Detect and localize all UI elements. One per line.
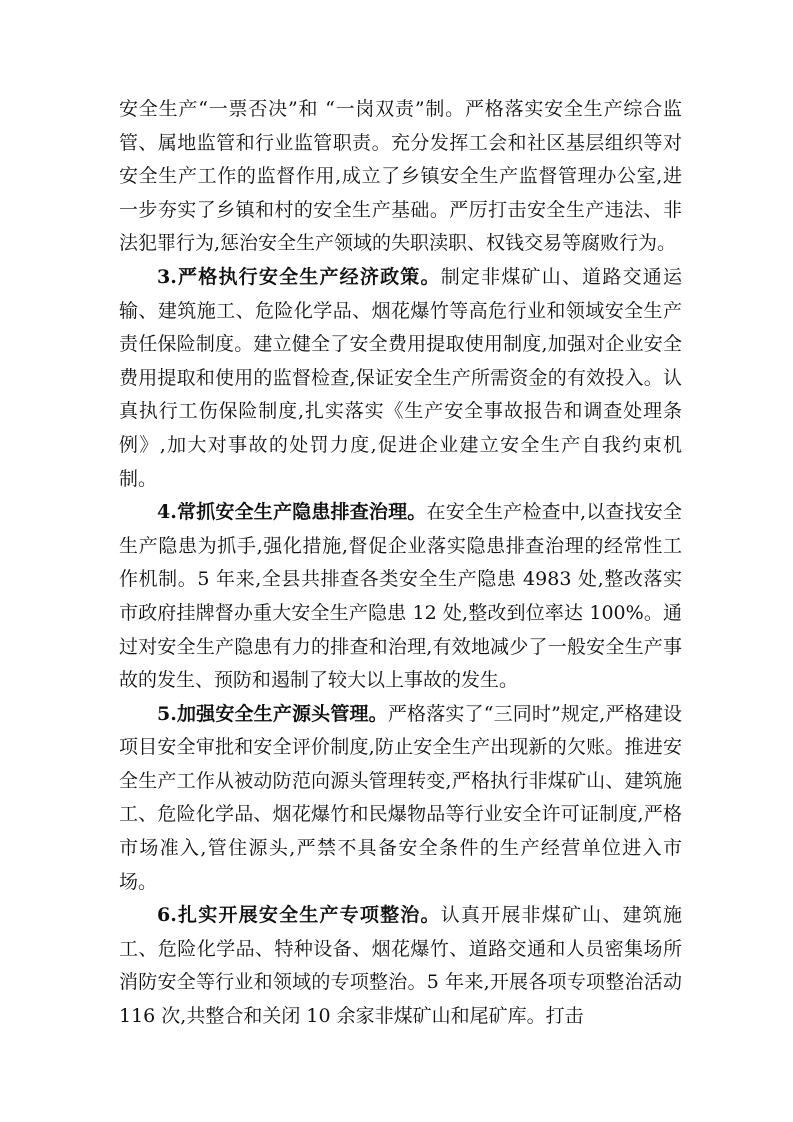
paragraph-heading: 3.严格执行安全生产经济政策。 [157, 265, 441, 288]
paragraph-special-rectification [119, 899, 682, 1033]
paragraph-continuation [119, 93, 682, 261]
paragraph-body: 制定非煤矿山、道路交通运输、建筑施工、危险化学品、烟花爆竹等高危行业和领域安全生产责任保险制度。建立健全了安全费用提取使用制度,加强对企业安全费用提取和使用的监督检查,保证安全生产所需资金的有效投入。认真执行工伤保险制度,扎实落实《生产安全事故报告和调查处理条例》,加大对事故的处罚力度,促进企业建立安全生产自我约束机制。 [119, 265, 682, 490]
paragraph-heading: 5.加强安全生产源头管理。 [157, 702, 388, 725]
paragraph-heading: 4.常抓安全生产隐患排查治理。 [157, 501, 427, 524]
paragraph-source-management [119, 698, 682, 900]
paragraph-body: 认真开展非煤矿山、建筑施工、危险化学品、特种设备、烟花爆竹、道路交通和人员密集场所消防安全等行业和领域的专项整治。5 年来,开展各项专项整治活动 116 次,共整合和关闭 10 余家非煤矿山和尾矿库。打击 [119, 904, 682, 1028]
paragraph-hazard-inspection [119, 496, 682, 698]
paragraph-body: 在安全生产检查中,以查找安全生产隐患为抓手,强化措施,督促企业落实隐患排查治理的经常性工作机制。5 年来,全县共排查各类安全生产隐患 4983 处,整改落实市政府挂牌督办重大安全生产隐患 12 处,整改到位率达 100%。通过对安全生产隐患有力的排查和治理,有效地减少了一般安全生产事故的发生、预防和遏制了较大以上事故的发生。 [119, 501, 683, 692]
paragraph-heading: 6.扎实开展安全生产专项整治。 [157, 904, 441, 927]
paragraph-body: 安全生产“一票否决”和 “一岗双责”制。严格落实安全生产综合监管、属地监管和行业监管职责。充分发挥工会和社区基层组织等对安全生产工作的监督作用,成立了乡镇安全生产监督管理办公室,进一步夯实了乡镇和村的安全生产基础。严厉打击安全生产违法、非法犯罪行为,惩治安全生产领域的失职渎职、权钱交易等腐败行为。 [119, 98, 682, 255]
document-page [119, 93, 682, 1034]
paragraph-body: 严格落实了“三同时”规定,严格建设项目安全审批和安全评价制度,防止安全生产出现新的欠账。推进安全生产工作从被动防范向源头管理转变,严格执行非煤矿山、建筑施工、危险化学品、烟花爆竹和民爆物品等行业安全许可证制度,严格市场准入,管住源头,严禁不具备安全条件的生产经营单位进入市场。 [119, 702, 683, 893]
paragraph-economic-policy [119, 261, 682, 496]
